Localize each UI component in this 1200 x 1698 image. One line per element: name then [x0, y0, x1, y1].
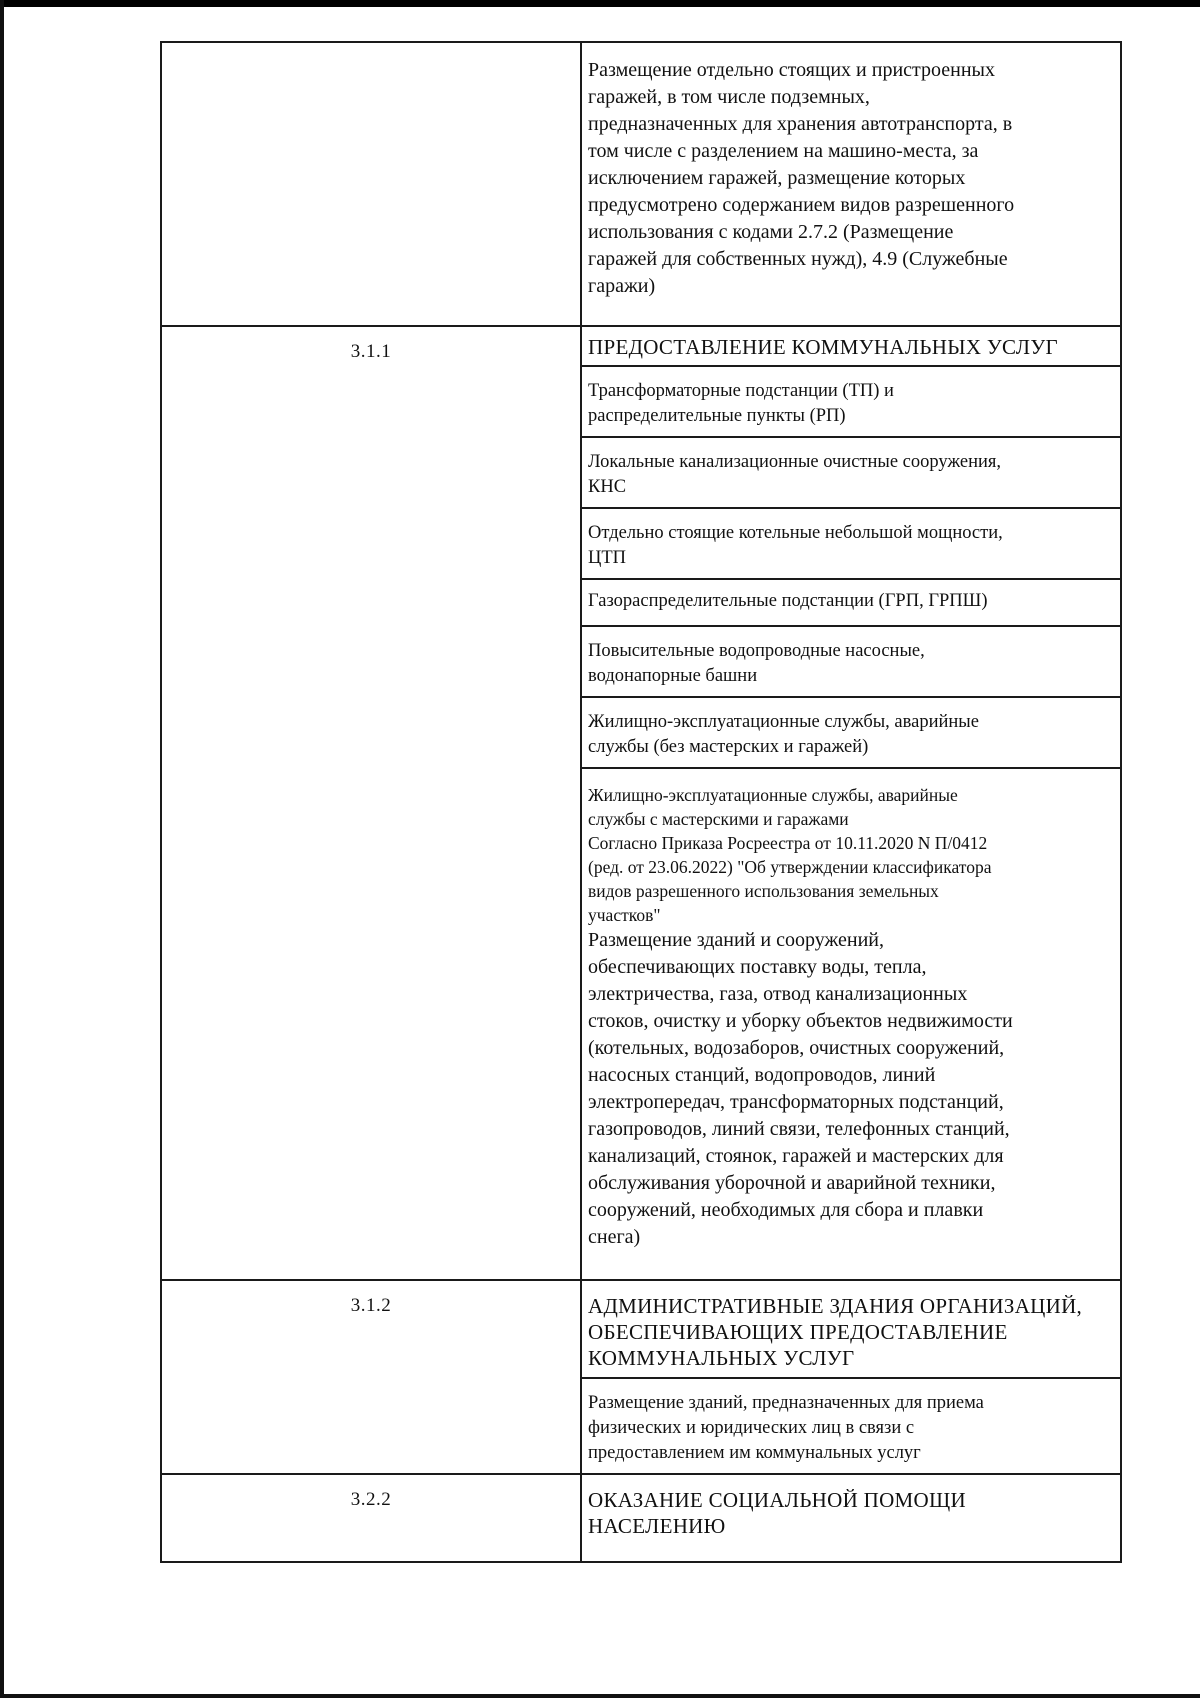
category-title-cell	[581, 1474, 1121, 1562]
list-item: Размещение зданий, предназначенных для приема физических и юридических лиц в связи с предоставлением им коммунальных услуг	[581, 1378, 1121, 1474]
code-322: 3.2.2	[350, 1489, 392, 1510]
category-title-312: АДМИНИСТРАТИВНЫЕ ЗДАНИЯ ОРГАНИЗАЦИЙ, ОБЕСПЕЧИВАЮЩИХ ПРЕДОСТАВЛЕНИЕ КОММУНАЛЬНЫХ УСЛУГ	[588, 1294, 1083, 1370]
list-item: Повысительные водопроводные насосные, водонапорные башни	[581, 626, 1121, 697]
code-cell	[161, 1474, 581, 1562]
scan-bottom-border	[0, 1694, 1200, 1698]
category-title-311: ПРЕДОСТАВЛЕНИЕ КОММУНАЛЬНЫХ УСЛУГ	[588, 335, 1058, 359]
list-item: Локальные канализационные очистные сооружения, КНС	[581, 437, 1121, 508]
code-cell	[161, 326, 581, 1280]
intro-description: Размещение отдельно стоящих и пристроенных гаражей, в том числе подземных, предназначенных для хранения автотранспорта, в том числе с разделением на машино-места, за исключением гаражей, размещение которых предусмотрено содержанием видов разрешенного использования с кодами 2.7.2 (Размещение гаражей для собственных нужд), 4.9 (Служебные гаражи)	[588, 59, 1015, 297]
code-311: 3.1.1	[350, 341, 392, 362]
table-row	[161, 1280, 1121, 1378]
list-item: Жилищно-эксплуатационные службы, аварийные службы (без мастерских и гаражей)	[581, 697, 1121, 768]
scan-left-border	[0, 0, 4, 1698]
list-item: Газораспределительные подстанции (ГРП, ГРПШ)	[581, 579, 1121, 626]
classifier-note: Жилищно-эксплуатационные службы, аварийные службы с мастерскими и гаражами Согласно Приказа Росреестра от 10.11.2020 N П/0412 (ред. от 23.06.2022) "Об утверждении классификатора видов разрешенного использования земельных участков"	[588, 785, 992, 925]
table-row	[161, 1474, 1121, 1562]
list-item: Трансформаторные подстанции (ТП) и распределительные пункты (РП)	[581, 366, 1121, 437]
list-item	[581, 768, 1121, 1280]
code-312: 3.1.2	[350, 1295, 392, 1316]
category-title-322: ОКАЗАНИЕ СОЦИАЛЬНОЙ ПОМОЩИ НАСЕЛЕНИЮ	[588, 1488, 966, 1538]
category-title-cell	[581, 326, 1121, 366]
description-cell	[581, 42, 1121, 326]
classifier-description: Размещение зданий и сооружений, обеспечивающих поставку воды, тепла, электричества, газа, отвод канализационных стоков, очистку и уборку объектов недвижимости (котельных, водозаборов, очистных сооружений, насосных станций, водопроводов, линий электропередач, трансформаторных подстанций, газопроводов, линий связи, телефонных станций, канализаций, стоянок, гаражей и мастерских для обслуживания уборочной и аварийной техники, сооружений, необходимых для сбора и плавки снега)	[588, 929, 1013, 1248]
scan-top-border	[0, 0, 1200, 7]
land-use-table	[160, 41, 1122, 1563]
table-row	[161, 42, 1121, 326]
table-row	[161, 326, 1121, 366]
category-title-cell	[581, 1280, 1121, 1378]
code-cell	[161, 1280, 581, 1474]
code-cell-empty	[161, 42, 581, 326]
list-item: Отдельно стоящие котельные небольшой мощности, ЦТП	[581, 508, 1121, 579]
